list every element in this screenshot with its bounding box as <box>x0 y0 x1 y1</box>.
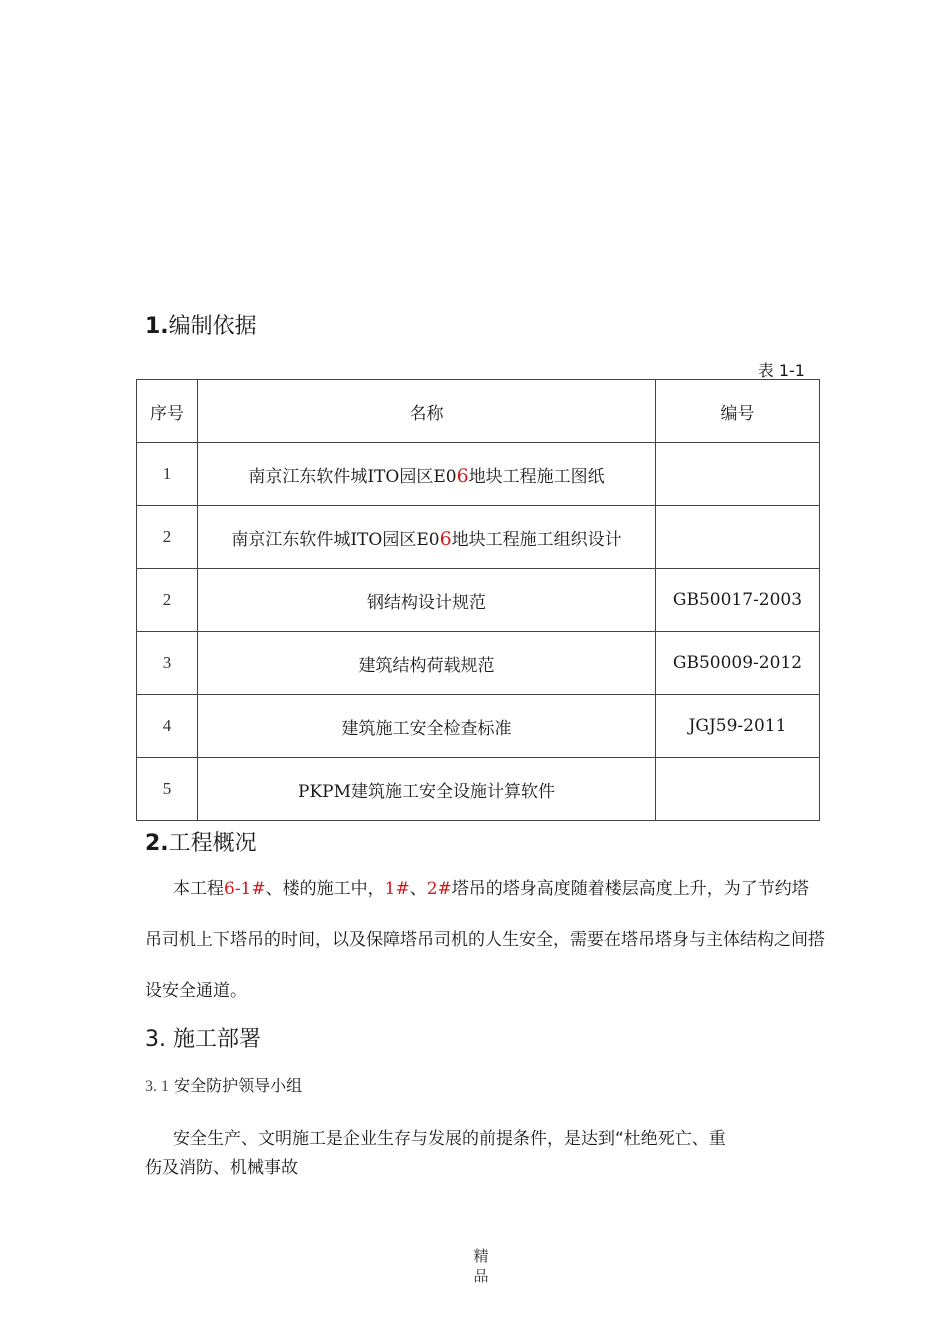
safety-line-2: 伤及消防、机械事故 <box>145 1158 298 1178</box>
row-seq: 2 <box>137 506 198 569</box>
section-3-title: 施工部署 <box>166 1027 261 1052</box>
overview-text: 本工程 <box>173 879 224 899</box>
name-part: PKPM <box>298 781 351 802</box>
table-row <box>137 443 820 506</box>
name-part: E0 <box>433 466 457 487</box>
safety-paragraph <box>145 1125 785 1183</box>
row-name <box>198 758 656 821</box>
footer-line-1: 精 <box>473 1247 489 1265</box>
section-2-heading <box>145 830 257 858</box>
header-code: 编号 <box>656 380 820 443</box>
subsection-number: 3. 1 <box>145 1078 169 1095</box>
section-1-title: 编制依据 <box>168 314 257 339</box>
name-part: 地块工程施工组织设计 <box>451 529 622 550</box>
section-2-title: 工程概况 <box>168 831 257 856</box>
header-seq: 序号 <box>137 380 198 443</box>
row-code <box>656 758 820 821</box>
row-seq: 4 <box>137 695 198 758</box>
name-part: 园区 <box>399 466 434 487</box>
section-3-number: 3. <box>145 1027 166 1052</box>
name-part: 地块工程施工图纸 <box>468 466 605 487</box>
overview-text: 、 <box>409 879 427 899</box>
overview-paragraph <box>145 864 825 1017</box>
section-3-heading <box>145 1026 261 1054</box>
subsection-3-1-heading <box>145 1073 302 1096</box>
page-footer <box>471 1246 491 1286</box>
subsection-title: 安全防护领导小组 <box>174 1076 303 1095</box>
section-2-number: 2. <box>145 831 169 856</box>
row-code: GB50017-2003 <box>656 569 820 632</box>
table-row <box>137 758 820 821</box>
safety-line-1 <box>145 1125 785 1154</box>
row-seq: 2 <box>137 569 198 632</box>
name-part: 南京江东软件城 <box>231 529 351 550</box>
table-caption: 表 1-1 <box>757 361 805 380</box>
name-part-red: 6 <box>439 527 452 550</box>
overview-text: 塔吊的塔身高度随着楼层高度上升，为了节约塔吊司机上下塔吊的时间，以及保障塔吊司机的人生安全，需要在塔吊塔身与主体结构之间搭设安全通道。 <box>145 879 825 1001</box>
overview-red-text: 6-1# <box>224 879 266 899</box>
overview-red-text: 2# <box>426 879 452 899</box>
table-row <box>137 569 820 632</box>
row-seq: 1 <box>137 443 198 506</box>
table-row <box>137 695 820 758</box>
row-code: GB50009-2012 <box>656 632 820 695</box>
table-header-row <box>137 380 820 443</box>
section-1-heading <box>145 313 257 341</box>
name-part: ITO <box>367 466 400 487</box>
name-part: 南京江东软件城 <box>248 466 368 487</box>
row-seq: 3 <box>137 632 198 695</box>
row-code <box>656 443 820 506</box>
name-part: E0 <box>416 529 440 550</box>
safety-text: 安全生产、文明施工是企业生存与发展的前提条件，是达到“杜绝死亡、重 <box>173 1129 726 1149</box>
row-seq: 5 <box>137 758 198 821</box>
table-row <box>137 506 820 569</box>
name-part-red: 6 <box>456 464 469 487</box>
header-name: 名称 <box>198 380 656 443</box>
row-name: 钢结构设计规范 <box>198 569 656 632</box>
row-name <box>198 506 656 569</box>
row-name: 建筑施工安全检查标准 <box>198 695 656 758</box>
name-part: 园区 <box>382 529 417 550</box>
section-1-number: 1. <box>145 314 169 339</box>
name-part: ITO <box>350 529 383 550</box>
overview-text: 、楼的施工中， <box>265 879 385 899</box>
name-part: 建筑施工安全设施计算软件 <box>350 781 555 802</box>
row-name: 建筑结构荷载规范 <box>198 632 656 695</box>
row-code <box>656 506 820 569</box>
footer-line-2: 品 <box>473 1267 489 1285</box>
table-row <box>137 632 820 695</box>
row-name <box>198 443 656 506</box>
row-code: JGJ59-2011 <box>656 695 820 758</box>
overview-red-text: 1# <box>384 879 410 899</box>
basis-table <box>136 379 820 821</box>
